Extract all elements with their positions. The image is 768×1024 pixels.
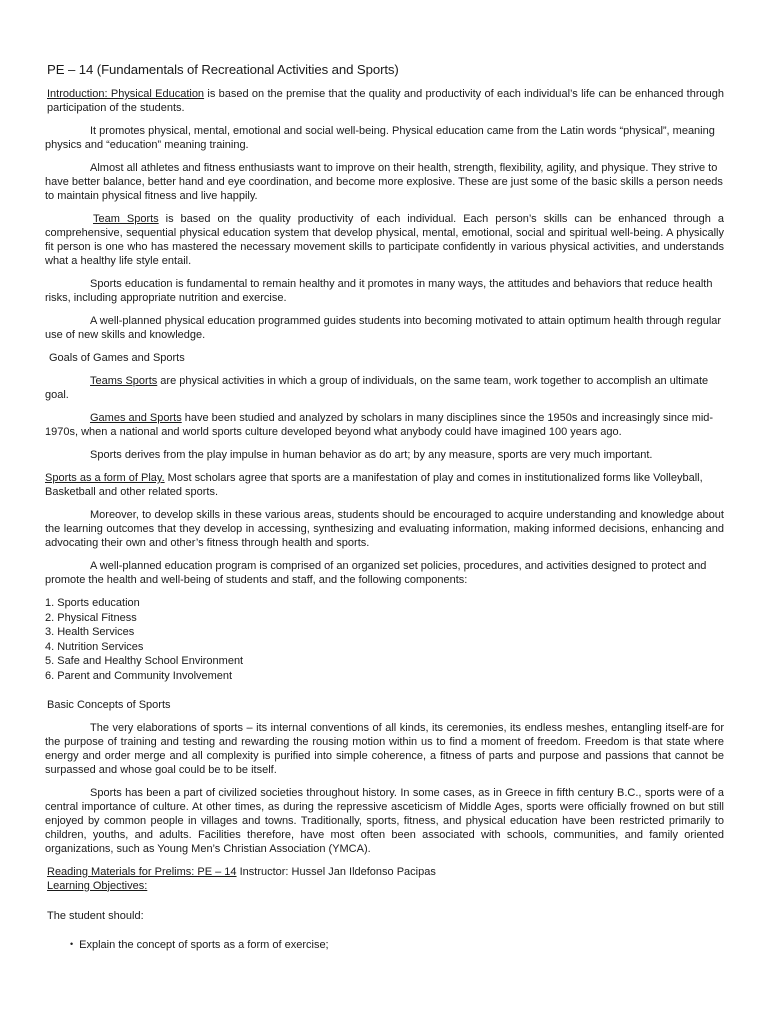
learning-objectives-heading: Learning Objectives: bbox=[47, 879, 148, 892]
list-item: 3. Health Services bbox=[45, 626, 135, 639]
intro-text: is based on the premise that the quality and productivity of each individual’s life can be enhanced through participation of the students. bbox=[47, 88, 724, 114]
components-list bbox=[45, 596, 724, 684]
promotes-paragraph: It promotes physical, mental, emotional and social well-being. Physical education came from the Latin words “physical”, meaning physics and “education” meaning training. bbox=[45, 125, 715, 151]
play-label: Sports as a form of Play. bbox=[45, 472, 165, 484]
goals-heading: Goals of Games and Sports bbox=[49, 352, 185, 364]
games-sports-paragraph bbox=[45, 411, 724, 439]
objectives-list bbox=[70, 937, 724, 952]
history-paragraph: Sports has been a part of civilized societies throughout history. In some cases, as in Greece in fifth century B.C., sports were of a central importance of culture. At other times, as during the repressive asceticism of Middle Ages, sports were officially frowned on but still enjoyed by common people in villages and towns. Traditionally, sports, fitness, and physical education have been restricted primarily to children, youths, and adults. Facilities therefore, have most often been associated with schools, communities, and family oriented organizations, such as Young Men’s Christian Association (YMCA). bbox=[45, 786, 724, 855]
intro-label: Introduction: Physical Education bbox=[47, 88, 205, 100]
teams-sports-label: Teams Sports bbox=[90, 375, 158, 387]
intro-paragraph bbox=[47, 87, 724, 115]
team-sports-text: is based on the quality productivity of each individual. Each person’s skills can be enhanced through a comprehensive, sequential physical education system that develop physical, mental, emotional, social and spiritual well-being. A physically fit person is one who has mastered the necessary movement skills to participate confidently in various physical activities, and understands what a healthy life style entail. bbox=[45, 213, 725, 267]
teams-sports-paragraph bbox=[45, 374, 724, 402]
list-item: 6. Parent and Community Involvement bbox=[45, 669, 233, 682]
sports-education-paragraph: Sports education is fundamental to remain healthy and it promotes in many ways, the attitudes and behaviors that reduce health risks, including appropriate nutrition and exercise. bbox=[45, 278, 713, 304]
athletes-paragraph: Almost all athletes and fitness enthusiasts want to improve on their health, strength, flexibility, agility, and physique. They strive to have better balance, better hand and eye coordination, and become more explosive. These are just some of the basic skills a person needs to maintain physical fitness and live happily. bbox=[45, 162, 723, 202]
well-planned-paragraph-2: A well-planned education program is comprised of an organized set policies, procedures, and activities designed to protect and promote the health and well-being of students and staff, and the following components: bbox=[45, 560, 707, 586]
elaborations-paragraph: The very elaborations of sports – its internal conventions of all kinds, its ceremonies, its endless meshes, entangling itself-are for the purpose of training and testing and rewarding the rousing motion within us to find a moment of freedom. Freedom is that state where energy and order merge and all complexity is purified into simple coherence, a fitness of parts and purpose and passions that cannot be surpassed and whose goal could be to be itself. bbox=[45, 721, 724, 776]
reading-materials-label: Reading Materials for Prelims: PE – 14 bbox=[47, 865, 237, 878]
instructor-text: Instructor: Hussel Jan Ildefonso Pacipas bbox=[236, 865, 436, 878]
play-text: Most scholars agree that sports are a manifestation of play and comes in institutionalized forms like Volleyball, Basketball and other related sports. bbox=[45, 472, 703, 498]
page-title: PE – 14 (Fundamentals of Recreational Activities and Sports) bbox=[47, 62, 399, 77]
list-item: 4. Nutrition Services bbox=[45, 640, 144, 653]
moreover-paragraph: Moreover, to develop skills in these various areas, students should be encouraged to acquire understanding and knowledge about the learning outcomes that they develop in accessing, synthesizing and evaluating information, making informed decisions, enhancing and advocating their own and other’s fitness through health and sports. bbox=[45, 509, 724, 549]
play-paragraph bbox=[45, 471, 724, 499]
games-sports-text: have been studied and analyzed by scholars in many disciplines since the 1950s and increasingly since mid-1970s, when a national and world sports culture developed beyond what anybody could have imagined 100 years ago. bbox=[45, 412, 714, 438]
teams-sports-text: are physical activities in which a group of individuals, on the same team, work together to accomplish an ultimate goal. bbox=[45, 375, 709, 401]
team-sports-paragraph bbox=[45, 212, 724, 268]
reading-materials-line bbox=[47, 865, 724, 879]
list-item: • Explain the concept of sports as a form of exercise; bbox=[70, 937, 724, 952]
list-item: 2. Physical Fitness bbox=[45, 611, 137, 624]
list-item: 5. Safe and Healthy School Environment bbox=[45, 655, 244, 668]
well-planned-paragraph-1: A well-planned physical education programmed guides students into becoming motivated to attain optimum health through regular use of new skills and knowledge. bbox=[45, 315, 722, 341]
play-impulse-paragraph: Sports derives from the play impulse in human behavior as do art; by any measure, sports are very much important. bbox=[90, 449, 653, 461]
games-sports-label: Games and Sports bbox=[90, 412, 182, 424]
student-should-text: The student should: bbox=[47, 909, 144, 922]
team-sports-label: Team Sports bbox=[93, 213, 159, 225]
basic-concepts-heading: Basic Concepts of Sports bbox=[47, 698, 171, 711]
list-item: 1. Sports education bbox=[45, 597, 140, 609]
